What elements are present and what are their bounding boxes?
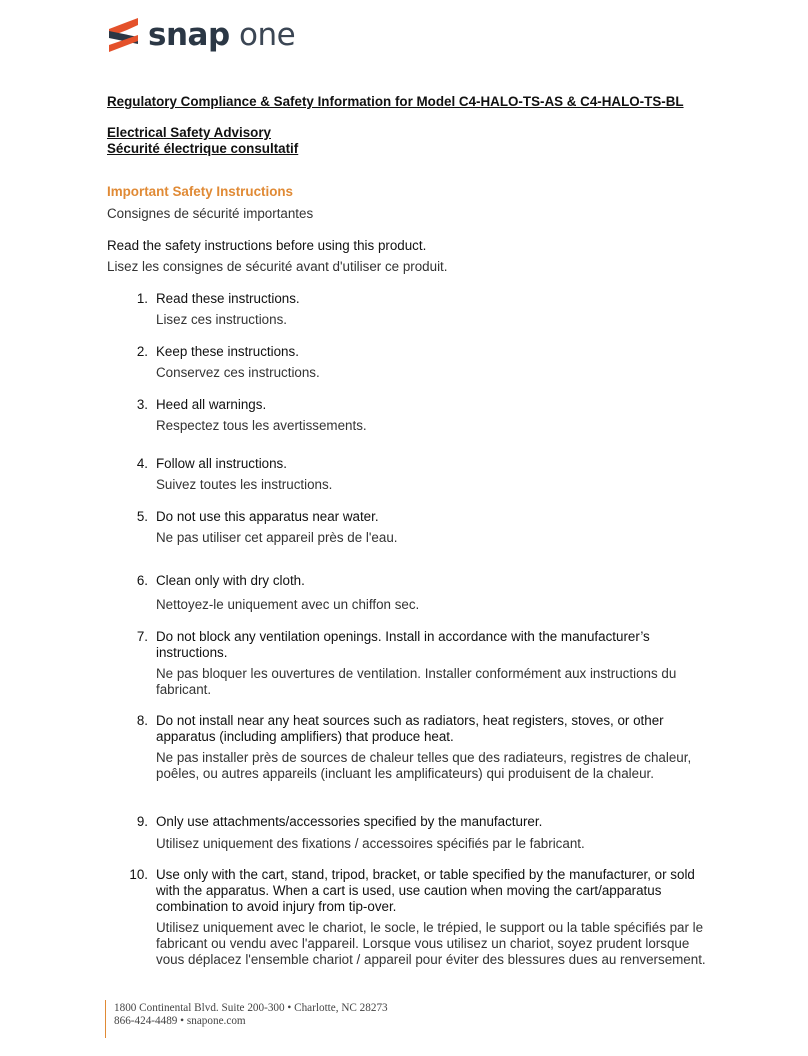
item-text-fr: Ne pas bloquer les ouvertures de ventilation. Installer conformément aux instructions du fabricant.: [156, 666, 677, 697]
item-text-fr: Utilisez uniquement avec le chariot, le socle, le trépied, le support ou la table spécifiés par le fabricant ou vendu avec l'appareil. Lorsque vous utilisez un chariot, soyez prudent lorsque vous déplacez l'ensemble chariot / appareil pour éviter des blessures dues au renversement.: [156, 920, 706, 967]
item-text-en: Read these instructions.: [156, 291, 300, 306]
item-number: 7.: [136, 629, 148, 644]
item-number: 4.: [136, 456, 148, 471]
item-number: 1.: [136, 291, 148, 306]
item-text-fr: Lisez ces instructions.: [156, 312, 287, 327]
footer-contact: 866-424-4489 • snapone.com: [114, 1015, 246, 1027]
snap-one-logo-icon: [105, 16, 141, 54]
item-text-fr: Suivez toutes les instructions.: [156, 477, 333, 492]
item-text-en: Do not install near any heat sources such as radiators, heat registers, stoves, or other apparatus (including amplifiers) that produce heat.: [156, 713, 664, 744]
item-text-en: Clean only with dry cloth.: [156, 573, 305, 588]
brand-name-bold: snap: [148, 16, 230, 53]
advisory-heading-en: Electrical Safety Advisory: [107, 125, 271, 140]
footer-address: 1800 Continental Blvd. Suite 200-300 • Charlotte, NC 28273: [114, 1002, 388, 1014]
item-text-fr: Ne pas utiliser cet appareil près de l'eau.: [156, 530, 398, 545]
item-number: 5.: [136, 509, 148, 524]
read-instruction-en: Read the safety instructions before using this product.: [107, 238, 427, 253]
item-number: 6.: [136, 573, 148, 588]
item-number: 9.: [136, 814, 148, 829]
item-number: 3.: [136, 397, 148, 412]
item-text-en: Use only with the cart, stand, tripod, bracket, or table specified by the manufacturer, or sold with the apparatus. When a cart is used, use caution when moving the cart/apparatus combination to avoid injury from tip-over.: [156, 867, 695, 914]
item-text-en: Follow all instructions.: [156, 456, 287, 471]
brand-wordmark: [148, 16, 296, 53]
item-number: 2.: [136, 344, 148, 359]
footer-accent-bar: [105, 1000, 106, 1038]
section-heading-fr: Consignes de sécurité importantes: [107, 206, 314, 221]
item-number: 10.: [129, 867, 148, 882]
item-number: 8.: [136, 713, 148, 728]
item-text-fr: Respectez tous les avertissements.: [156, 418, 367, 433]
item-text-fr: Ne pas installer près de sources de chaleur telles que des radiateurs, registres de chaleur, poêles, ou autres appareils (incluant les amplificateurs) qui produisent de la chaleur.: [156, 750, 692, 781]
item-text-en: Heed all warnings.: [156, 397, 267, 412]
item-text-fr: Utilisez uniquement des fixations / accessoires spécifiés par le fabricant.: [156, 836, 585, 851]
item-text-en: Do not use this apparatus near water.: [156, 509, 379, 524]
advisory-heading-fr: Sécurité électrique consultatif: [107, 141, 299, 156]
document-title: Regulatory Compliance & Safety Information for Model C4-HALO-TS-AS & C4-HALO-TS-BL: [107, 94, 684, 109]
item-text-fr: Nettoyez-le uniquement avec un chiffon sec.: [156, 597, 420, 612]
item-text-en: Only use attachments/accessories specified by the manufacturer.: [156, 814, 543, 829]
item-text-fr: Conservez ces instructions.: [156, 365, 320, 380]
section-heading-en: Important Safety Instructions: [107, 184, 294, 199]
item-text-en: Keep these instructions.: [156, 344, 299, 359]
read-instruction-fr: Lisez les consignes de sécurité avant d'utiliser ce produit.: [107, 259, 448, 274]
item-text-en: Do not block any ventilation openings. Install in accordance with the manufacturer’s instructions.: [156, 629, 650, 660]
snap-one-logo: [105, 16, 295, 54]
brand-name-light: one: [239, 16, 296, 53]
